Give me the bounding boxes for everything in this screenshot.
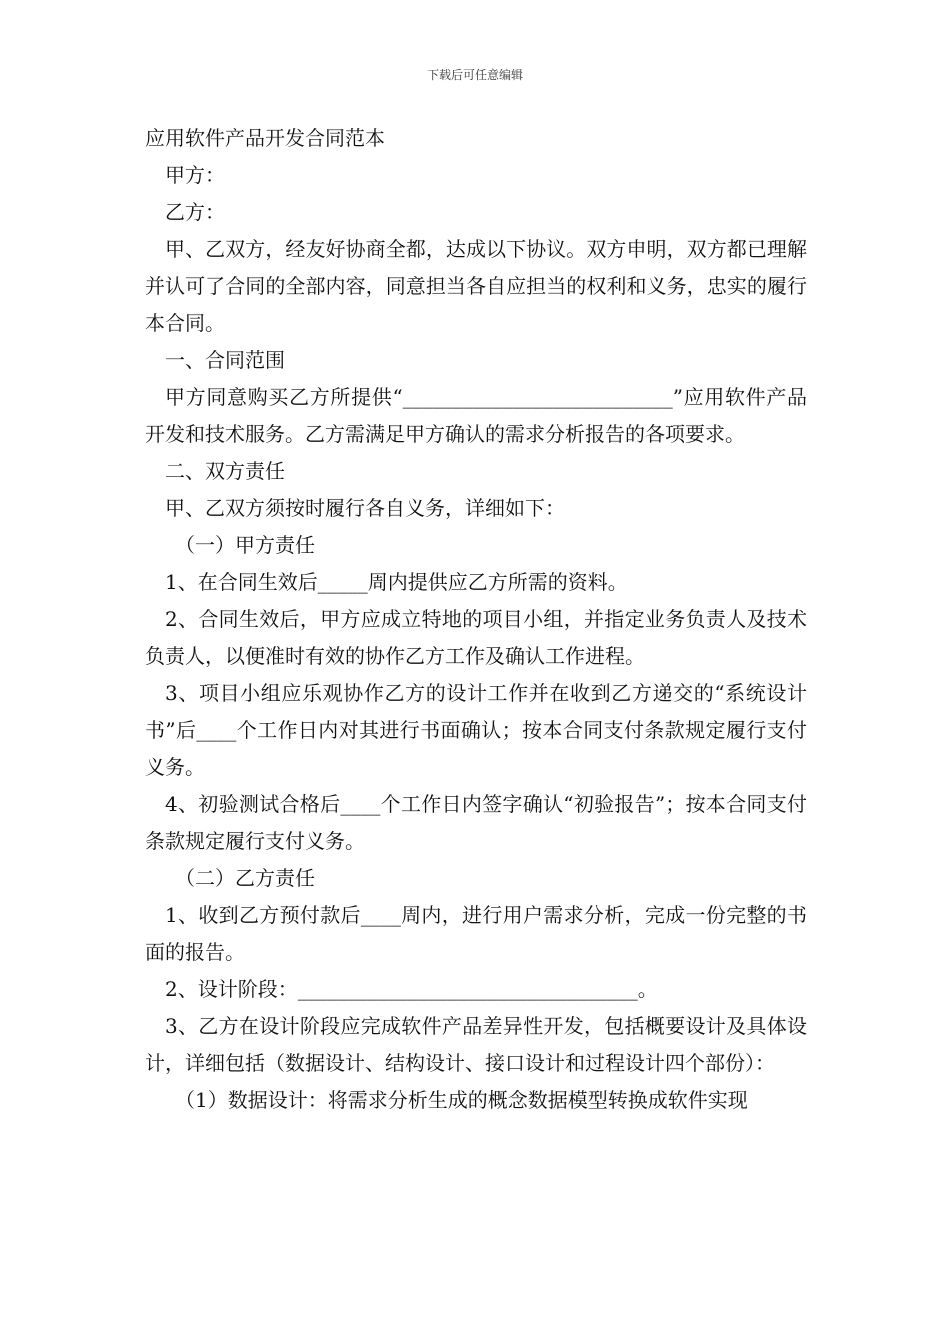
- party-b-clause-3: 3、乙方在设计阶段应完成软件产品差异性开发，包括概要设计及具体设计，详细包括（数据设计、结构设计、接口设计和过程设计四个部份）：: [145, 1014, 807, 1075]
- party-a-clause-3: 3、项目小组应乐观协作乙方的设计工作并在收到乙方递交的“系统设计书”后____个工作日内对其进行书面确认；按本合同支付条款规定履行支付义务。: [145, 681, 807, 779]
- subsection-heading-party-a: （一）甲方责任: [175, 533, 315, 557]
- document-title: 应用软件产品开发合同范本: [145, 126, 385, 150]
- section-heading-responsibilities: 二、双方责任: [165, 459, 285, 483]
- subsection-heading-party-b: （二）乙方责任: [175, 866, 315, 890]
- preamble-paragraph: 甲、乙双方，经友好协商全都，达成以下协议。双方申明，双方都已理解并认可了合同的全部内容，同意担当各自应担当的权利和义务，忠实的履行本合同。: [145, 237, 807, 335]
- party-a-clause-1: 1、在合同生效后_____周内提供应乙方所需的资料。: [165, 570, 628, 594]
- party-a-line: 甲方：: [165, 163, 225, 187]
- data-design-clause: （1）数据设计：将需求分析生成的概念数据模型转换成软件实现: [175, 1088, 748, 1112]
- party-b-clause-1: 1、收到乙方预付款后____周内，进行用户需求分析，完成一份完整的书面的报告。: [145, 903, 807, 964]
- document-body: [145, 120, 807, 1119]
- party-a-clause-2: 2、合同生效后，甲方应成立特地的项目小组，并指定业务负责人及技术负责人，以便准时有效的协作乙方工作及确认工作进程。: [145, 607, 807, 668]
- section-heading-scope: 一、合同范围: [165, 348, 285, 372]
- responsibilities-intro: 甲、乙双方须按时履行各自义务，详细如下：: [165, 496, 565, 520]
- party-b-line: 乙方：: [165, 200, 225, 224]
- party-b-clause-2: 2、设计阶段：__________________________________。: [165, 977, 658, 1001]
- header-note: 下载后可任意编辑: [426, 68, 523, 82]
- party-a-clause-4: 4、初验测试合格后____个工作日内签字确认“初验报告”；按本合同支付条款规定履行支付义务。: [145, 792, 807, 853]
- scope-paragraph: 甲方同意购买乙方所提供“___________________________”应用软件产品开发和技术服务。乙方需满足甲方确认的需求分析报告的各项要求。: [145, 385, 807, 446]
